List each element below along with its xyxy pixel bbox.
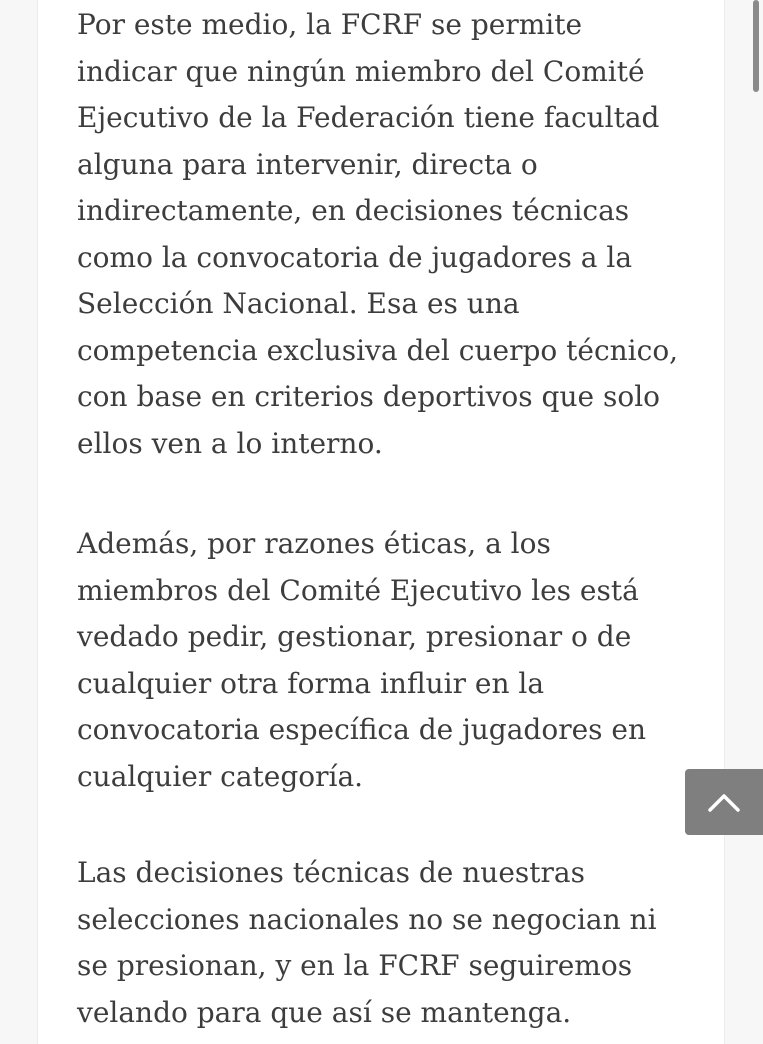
text-line: se presionan, y en la FCRF seguiremos	[77, 949, 633, 982]
text-line: cualquier otra forma influir en la	[77, 666, 545, 700]
text-line: como la convocatoria de jugadores a la	[77, 240, 633, 274]
text-line: velando para que así se mantenga.	[77, 995, 572, 1029]
text-line: miembros del Comité Ejecutivo les está	[77, 573, 639, 607]
back-to-top-button[interactable]	[685, 769, 763, 835]
text-line: Además, por razones éticas, a los	[77, 527, 551, 560]
text-line: alguna para intervenir, directa o	[77, 147, 538, 181]
text-line: Selección Nacional. Esa es una	[77, 287, 520, 320]
text-line: ellos ven a lo interno.	[77, 426, 383, 460]
paragraph-2	[77, 521, 646, 800]
text-line: selecciones nacionales no se negocian ni	[77, 902, 657, 936]
text-line: con base en criterios deportivos que solo	[77, 380, 661, 413]
text-line: Ejecutivo de la Federación tiene facultad	[77, 101, 660, 134]
text-line: competencia exclusiva del cuerpo técnico,	[77, 333, 679, 367]
text-line: Las decisiones técnicas de nuestras	[77, 856, 585, 889]
scrollbar[interactable]	[751, 0, 763, 1044]
text-line: indicar que ningún miembro del Comité	[77, 54, 645, 88]
scrollbar-thumb[interactable]	[753, 0, 759, 92]
text-line: Por este medio, la FCRF se permite	[77, 8, 583, 41]
text-line: vedado pedir, gestionar, presionar o de	[77, 620, 632, 653]
text-line: indirectamente, en decisiones técnicas	[77, 194, 630, 227]
text-line: convocatoria específica de jugadores en	[77, 713, 647, 746]
paragraph-1	[77, 2, 678, 467]
paragraph-3	[77, 850, 657, 1036]
chevron-up-icon	[707, 791, 741, 813]
text-line: cualquier categoría.	[77, 759, 364, 793]
